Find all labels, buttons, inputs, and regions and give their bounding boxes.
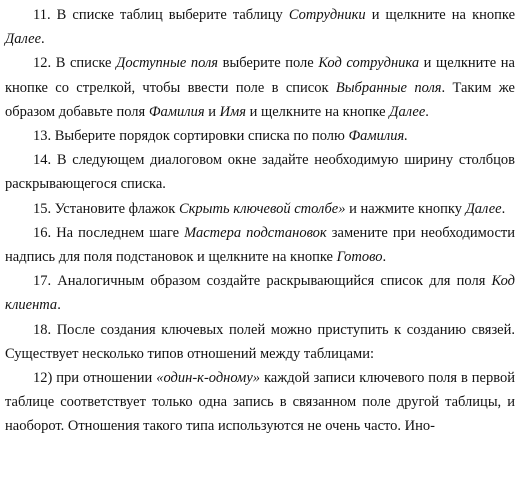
text-segment: и щелкните на кнопке со стрелкой, чтобы ввести поле в список xyxy=(5,55,515,96)
paragraph-step-11 xyxy=(5,3,515,51)
emphasized-term: Имя xyxy=(219,103,247,120)
emphasized-term: Доступные поля xyxy=(116,55,219,72)
emphasized-term: Далее xyxy=(5,31,42,48)
document-page xyxy=(5,3,515,439)
text-segment: 12) при отношении xyxy=(33,370,157,387)
text-segment: 11. В списке таблиц выберите таблицу xyxy=(33,7,289,23)
paragraph-step-13 xyxy=(5,124,515,148)
emphasized-term: Далее xyxy=(465,200,502,217)
text-segment: 13. Выберите порядок сортировки списка по полю xyxy=(33,128,349,145)
paragraph-step-14 xyxy=(5,148,515,196)
text-segment: 14. В следующем диалоговом окне задайте необходимую ширину столбцов раскрывающегося списка. xyxy=(5,152,515,193)
emphasized-term: Фамилия xyxy=(148,103,205,120)
text-segment: 18. После создания ключевых полей можно приступить к созданию связей. Существует несколько типов отношений между таблицами: xyxy=(5,321,515,362)
emphasized-term: Выбранные поля xyxy=(335,79,442,96)
emphasized-term: Фамилия. xyxy=(348,128,408,145)
emphasized-term: Код сотрудника xyxy=(318,55,420,72)
text-segment: замените при необходимости надпись для поля подстановок и щелкните на кнопке xyxy=(5,224,515,266)
paragraph-step-18 xyxy=(5,318,515,366)
text-segment: 15. Установите флажок xyxy=(33,200,179,217)
paragraph-step-16 xyxy=(5,221,515,269)
emphasized-term: Сотрудники xyxy=(288,7,366,23)
text-segment: . xyxy=(382,249,387,266)
emphasized-term: «один-к-одному» xyxy=(156,370,261,387)
text-segment: выберите поле xyxy=(218,55,319,72)
text-segment: . xyxy=(425,103,429,120)
text-segment: и щелкните на кнопке xyxy=(365,7,515,23)
text-segment: и нажмите кнопку xyxy=(345,200,466,217)
emphasized-term: Мастера подстановок xyxy=(184,224,327,241)
text-segment: 12. В списке xyxy=(33,55,117,72)
paragraph-step-15 xyxy=(5,197,515,221)
text-segment: 17. Аналогичным образом создайте раскрывающийся список для поля xyxy=(33,273,492,290)
paragraph-relations-one-to-one xyxy=(5,366,515,439)
text-segment: 16. На последнем шаге xyxy=(33,224,185,241)
text-segment: . xyxy=(501,200,506,217)
text-segment: и xyxy=(204,103,220,120)
emphasized-term: Код клиента xyxy=(5,273,515,314)
emphasized-term: Далее xyxy=(389,103,426,120)
paragraph-step-17 xyxy=(5,269,515,317)
text-segment: каждой записи ключевого поля в первой таблице соответствует только одна запись в связанном поле другой таблицы, и наоборот. Отношения такого типа используются не очень часто. Ино- xyxy=(5,370,515,435)
text-segment: и щелкните на кнопке xyxy=(246,103,390,120)
text-segment: . Таким же образом добавьте поля xyxy=(5,79,515,120)
emphasized-term: Скрыть ключевой столбе» xyxy=(178,200,346,217)
emphasized-term: Готово xyxy=(336,249,383,266)
text-segment: . xyxy=(41,31,45,48)
text-segment: . xyxy=(57,297,61,314)
paragraph-step-12 xyxy=(5,51,515,124)
